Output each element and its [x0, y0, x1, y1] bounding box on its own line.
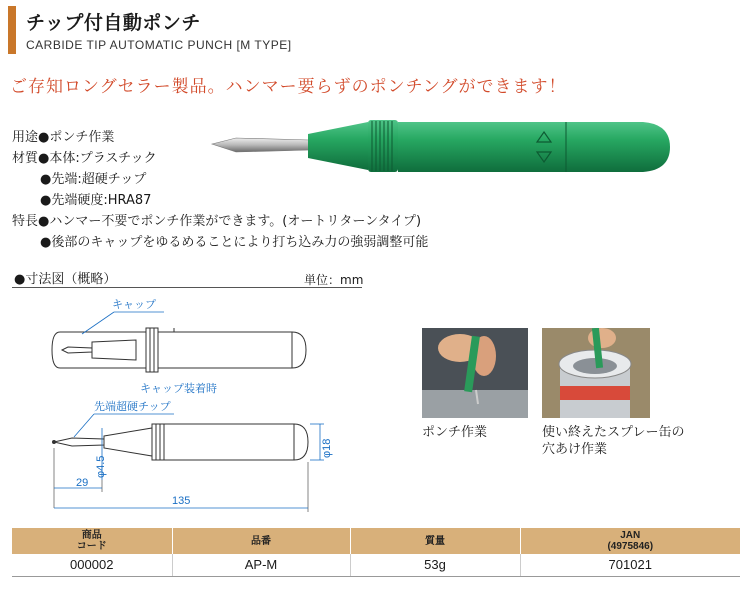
- spec-tip: ●先端:超硬チップ: [40, 172, 147, 187]
- photo-caption-punching: ポンチ作業: [422, 425, 488, 440]
- photo-caption-spray-can: [542, 424, 684, 458]
- header-weight: 質量: [350, 528, 520, 554]
- spec-hardness: ●先端硬度:HRA87: [40, 193, 152, 208]
- cell-weight: 53g: [350, 554, 520, 576]
- cell-part-number: AP-M: [172, 554, 350, 576]
- spec-usage: 用途●ポンチ作業: [12, 130, 115, 145]
- dimensions-unit: 単位：mm: [304, 273, 364, 287]
- table-row: [12, 554, 740, 576]
- header-part-number: 品番: [172, 528, 350, 554]
- header-jan-line1: JAN: [620, 530, 641, 541]
- spec-material: 材質●本体:プラスチック: [12, 151, 157, 166]
- label-cap: キャップ: [112, 298, 156, 311]
- dimension-drawing: [12, 290, 352, 520]
- tagline: ご存知ロングセラー製品。ハンマー要らずのポンチングができます！: [10, 77, 567, 97]
- page-title: チップ付自動ポンチ: [26, 12, 201, 34]
- label-d-small: φ4.5: [95, 455, 107, 478]
- header-code: [12, 528, 172, 554]
- dimensions-divider: [12, 287, 362, 288]
- product-image-punch: [208, 110, 673, 186]
- header-jan: [520, 528, 740, 554]
- table-header-row: [12, 528, 740, 554]
- label-cap-on: キャップ装着時: [140, 382, 217, 395]
- page-subtitle: CARBIDE TIP AUTOMATIC PUNCH [M TYPE]: [26, 38, 292, 52]
- label-d-large: φ18: [321, 438, 333, 458]
- title-accent-bar: [8, 6, 16, 54]
- cell-code: 000002: [12, 554, 172, 576]
- cell-jan: 701021: [520, 554, 740, 576]
- photo-spray-can: [542, 328, 650, 418]
- dimensions-title: ●寸法図（概略）: [14, 272, 117, 287]
- photo-caption-spray-line2: 穴あけ作業: [542, 442, 608, 457]
- label-tip: 先端超硬チップ: [94, 400, 171, 413]
- product-spec-table: [12, 528, 740, 577]
- photo-caption-spray-line1: 使い終えたスプレー缶の: [542, 425, 685, 440]
- spec-feature-2: ●後部のキャップをゆるめることにより打ち込み力の強弱調整可能: [40, 235, 429, 250]
- header-jan-line2: (4975846): [607, 541, 654, 552]
- label-len-135: 135: [172, 495, 191, 507]
- header-code-line1: 商品: [81, 530, 102, 541]
- photo-punching: [422, 328, 528, 418]
- label-len-29: 29: [76, 477, 89, 489]
- header-code-line2: コード: [76, 541, 107, 552]
- spec-feature: 特長●ハンマー不要でポンチ作業ができます。(オートリターンタイプ): [12, 214, 422, 229]
